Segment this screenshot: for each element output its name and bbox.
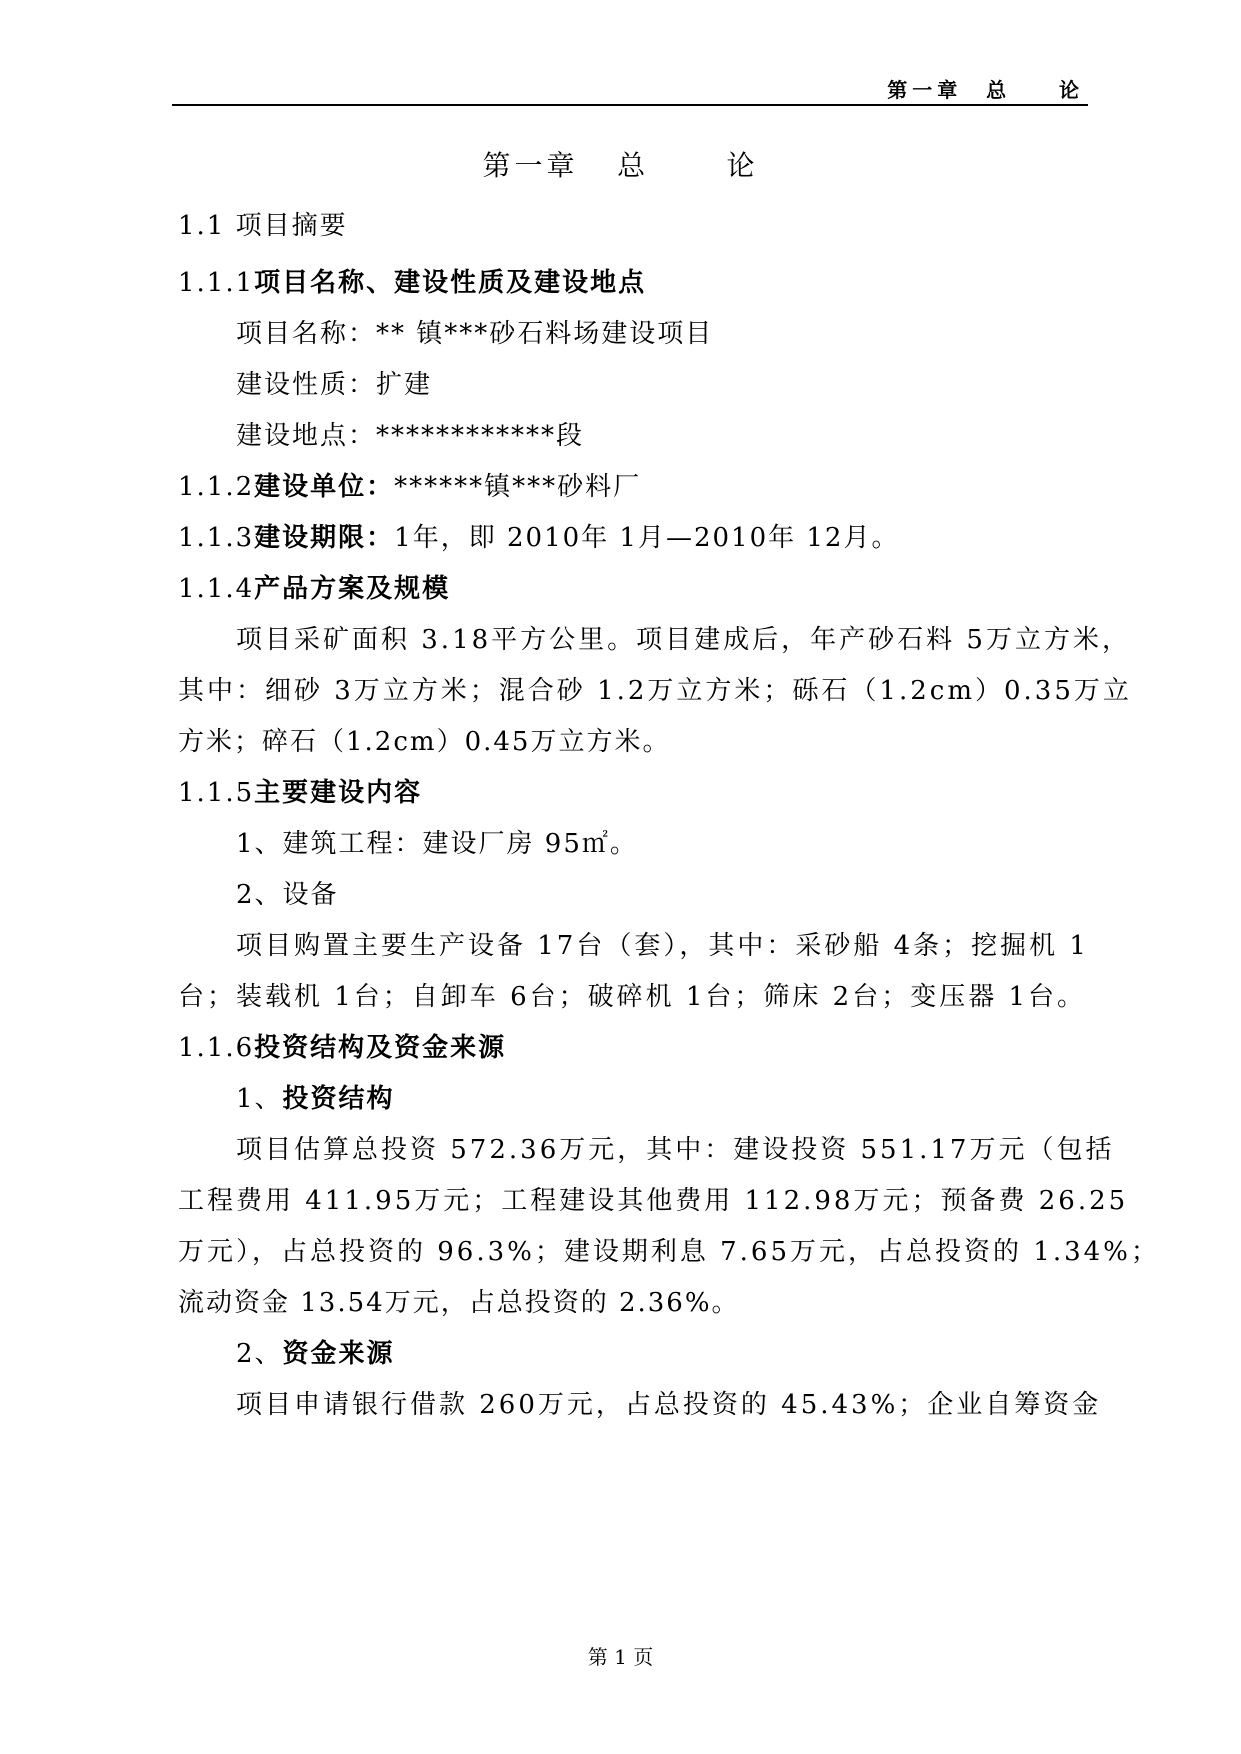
section-number: 1.1.6 [178, 1033, 255, 1063]
construction-unit-value: ******镇***砂料厂 [394, 472, 642, 502]
section-number: 1.1.2 [178, 472, 255, 502]
section-title: 建设单位： [254, 472, 395, 502]
construction-nature-line: 建设性质：扩建 [236, 370, 433, 400]
section-title: 产品方案及规模 [254, 574, 451, 604]
paragraph-line: 万元），占总投资的 96.3%；建设期利息 7.65万元，占总投资的 1.34%； [178, 1237, 1160, 1267]
section-heading-1-1-3 [178, 520, 899, 556]
paragraph-line: 项目采矿面积 3.18平方公里。项目建成后，年产砂石料 5万立方米， [236, 625, 1131, 655]
subsection-title: 投资结构 [282, 1084, 395, 1114]
paragraph-line: 项目申请银行借款 260万元，占总投资的 45.43%；企业自筹资金 [236, 1390, 1102, 1420]
page-header [172, 70, 1088, 106]
section-heading-1-1-1 [178, 265, 646, 301]
subsection-heading [236, 1081, 395, 1117]
page-number: 第 1 页 [587, 1645, 654, 1669]
subsection-number: 2、 [236, 1339, 283, 1369]
section-heading-1-1: 1.1 项目摘要 [178, 211, 348, 241]
section-heading-1-1-4 [178, 571, 450, 607]
construction-location-line: 建设地点：************段 [236, 421, 585, 451]
paragraph-line: 台；装载机 1台；自卸车 6台；破碎机 1台；筛床 2台；变压器 1台。 [178, 982, 1087, 1012]
list-item: 2、设备 [236, 880, 339, 910]
section-title: 投资结构及资金来源 [254, 1033, 507, 1063]
section-number: 1.1.5 [178, 778, 255, 808]
paragraph-line: 工程费用 411.95万元；工程建设其他费用 112.98万元；预备费 26.25 [178, 1186, 1129, 1216]
subsection-heading [236, 1336, 395, 1372]
list-item: 1、建筑工程：建设厂房 95㎡。 [236, 829, 638, 859]
section-heading-1-1-6 [178, 1030, 506, 1066]
subsection-number: 1、 [236, 1084, 283, 1114]
section-number: 1.1.3 [178, 523, 255, 553]
section-title: 主要建设内容 [254, 778, 423, 808]
section-heading-1-1-5 [178, 775, 422, 811]
section-number: 1.1.1 [178, 268, 255, 298]
section-title: 项目名称、建设性质及建设地点 [254, 268, 647, 298]
section-title: 建设期限： [254, 523, 395, 553]
paragraph-line: 方米；碎石（1.2cm）0.45万立方米。 [178, 727, 671, 757]
section-heading-1-1-2 [178, 469, 641, 505]
paragraph-line: 项目估算总投资 572.36万元，其中：建设投资 551.17万元（包括 [236, 1135, 1115, 1165]
paragraph-line: 项目购置主要生产设备 17台（套），其中：采砂船 4条；挖掘机 1 [236, 931, 1089, 961]
paragraph-line: 流动资金 13.54万元，占总投资的 2.36%。 [178, 1288, 740, 1318]
section-number: 1.1.4 [178, 574, 255, 604]
construction-period-value: 1年，即 2010年 1月—2010年 12月。 [394, 523, 900, 553]
chapter-title: 第一章 总 论 [482, 149, 759, 182]
project-name-line: 项目名称：** 镇***砂石料场建设项目 [236, 319, 714, 349]
running-header-title: 第一章 总 论 [887, 78, 1084, 102]
paragraph-line: 其中：细砂 3万立方米；混合砂 1.2万立方米；砾石（1.2cm）0.35万立 [178, 676, 1132, 706]
subsection-title: 资金来源 [282, 1339, 395, 1369]
